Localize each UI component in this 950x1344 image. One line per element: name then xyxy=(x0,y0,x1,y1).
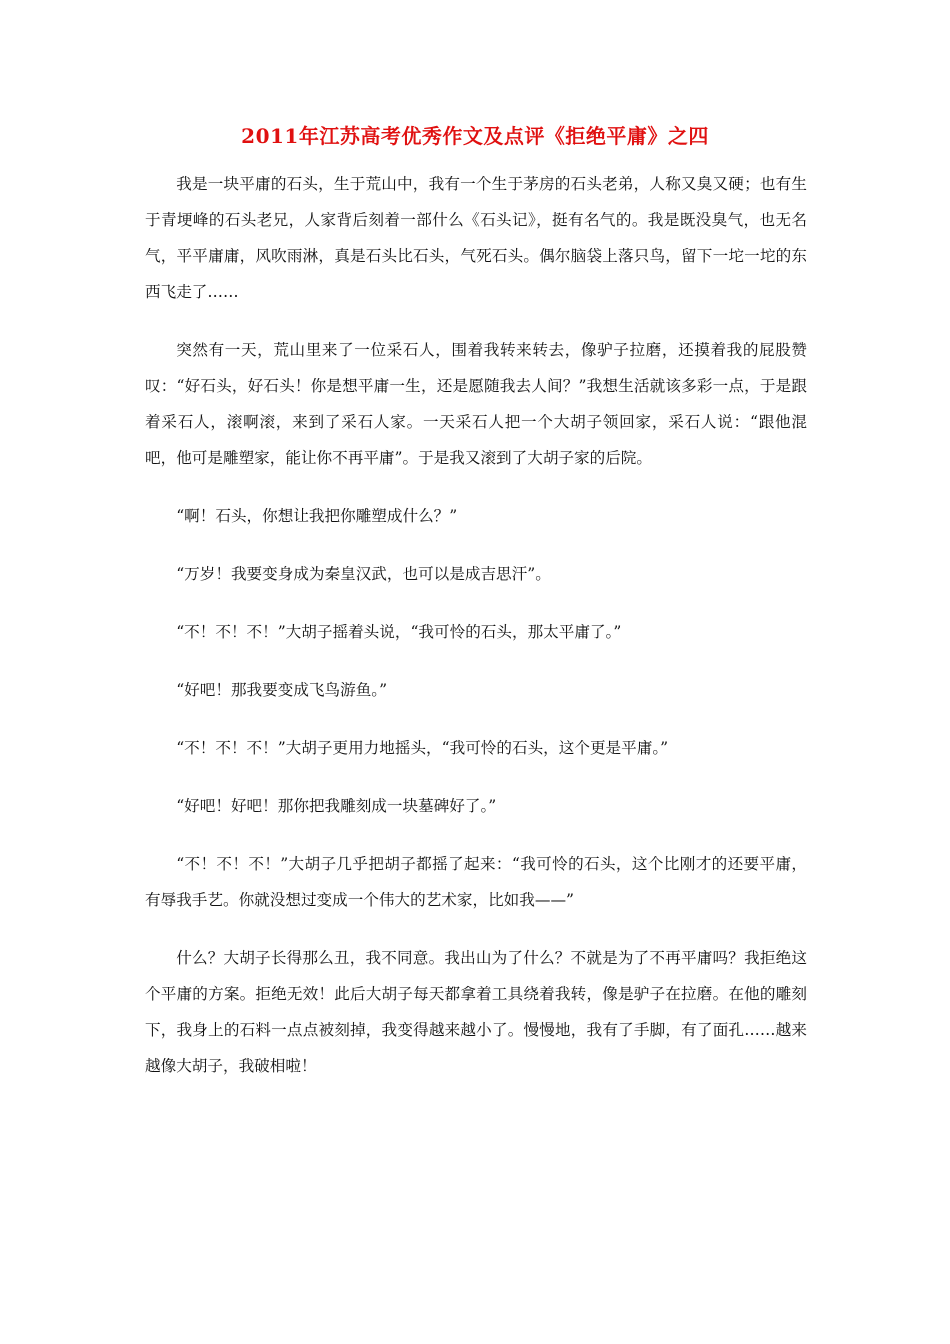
paragraph-4: “万岁！我要变身成为秦皇汉武，也可以是成吉思汗”。 xyxy=(176,565,551,583)
paragraph-3: “啊！石头，你想让我把你雕塑成什么？” xyxy=(176,507,458,525)
paragraph-6: “好吧！那我要变成飞鸟游鱼。” xyxy=(176,681,388,699)
paragraph-5: “不！不！不！”大胡子摇着头说，“我可怜的石头，那太平庸了。” xyxy=(176,623,622,641)
article-body xyxy=(145,166,807,1084)
document-title: 2011年江苏高考优秀作文及点评《拒绝平庸》之四 xyxy=(241,124,709,148)
paragraph-8: “好吧！好吧！那你把我雕刻成一块墓碑好了。” xyxy=(176,797,497,815)
paragraph-10: 什么？大胡子长得那么丑，我不同意。我出山为了什么？不就是为了不再平庸吗？我拒绝这个平庸的方案。拒绝无效！此后大胡子每天都拿着工具绕着我转，像是驴子在拉磨。在他的雕刻下，我身上的石料一点点被刻掉，我变得越来越小了。慢慢地，我有了手脚，有了面孔……越来越像大胡子，我破相啦！ xyxy=(145,949,807,1075)
paragraph-7: “不！不！不！”大胡子更用力地摇头，“我可怜的石头，这个更是平庸。” xyxy=(176,739,669,757)
paragraph-2: 突然有一天，荒山里来了一位采石人，围着我转来转去，像驴子拉磨，还摸着我的屁股赞叹：“好石头，好石头！你是想平庸一生，还是愿随我去人间？”我想生活就该多彩一点，于是跟着采石人，滚啊滚，来到了采石人家。一天采石人把一个大胡子领回家，采石人说：“跟他混吧，他可是雕塑家，能让你不再平庸”。于是我又滚到了大胡子家的后院。 xyxy=(145,341,807,467)
paragraph-1: 我是一块平庸的石头，生于荒山中，我有一个生于茅房的石头老弟，人称又臭又硬；也有生于青埂峰的石头老兄，人家背后刻着一部什么《石头记》，挺有名气的。我是既没臭气，也无名气，平平庸庸，风吹雨淋，真是石头比石头，气死石头。偶尔脑袋上落只鸟，留下一坨一坨的东西飞走了…… xyxy=(145,175,807,301)
paragraph-9: “不！不！不！”大胡子几乎把胡子都摇了起来：“我可怜的石头，这个比刚才的还要平庸，有辱我手艺。你就没想过变成一个伟大的艺术家，比如我——” xyxy=(145,855,807,909)
